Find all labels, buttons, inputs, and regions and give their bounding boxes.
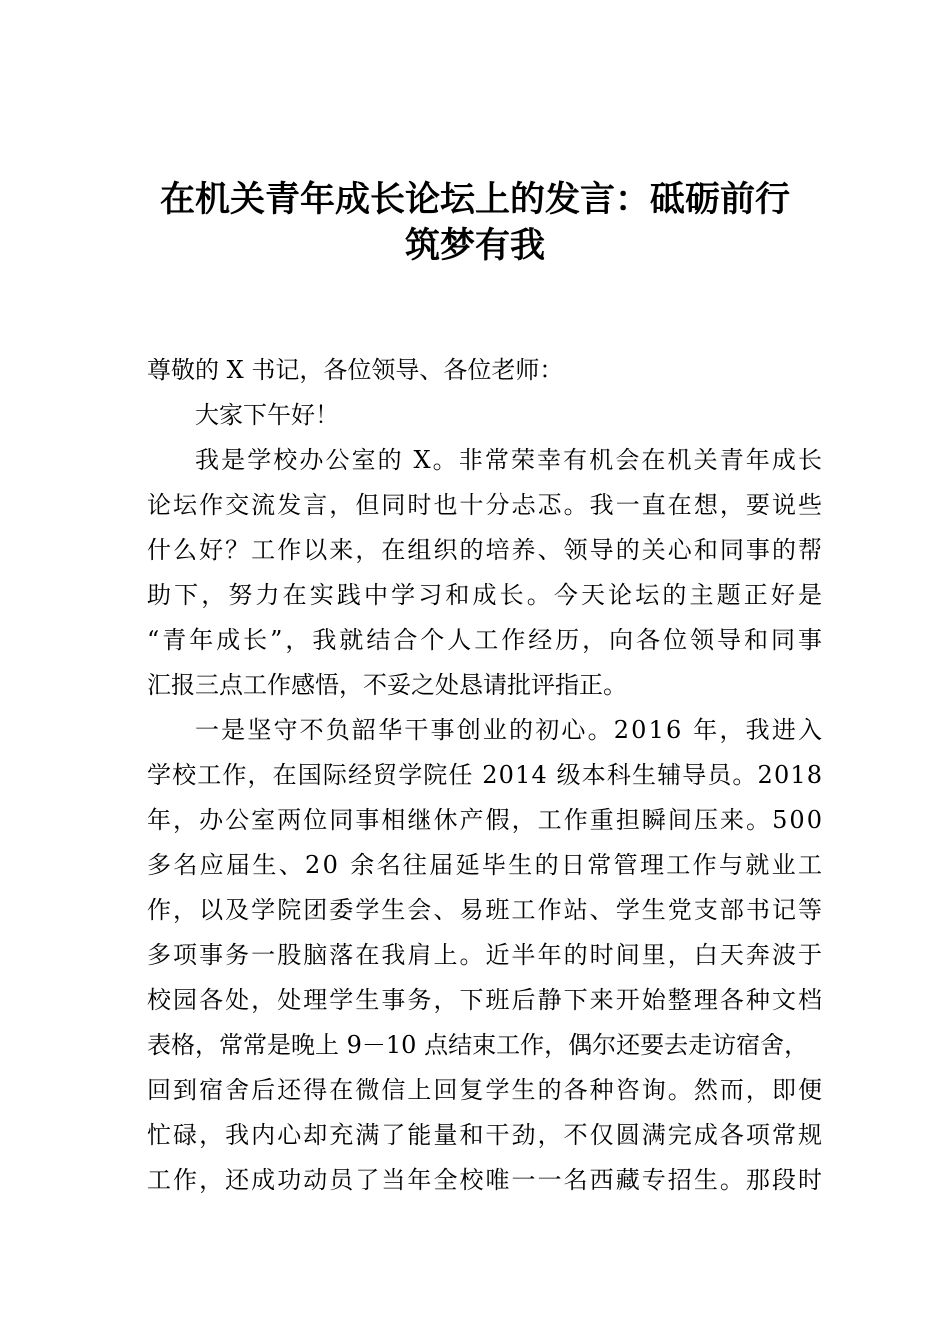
paragraph-line: 表格，常常是晚上 9－10 点结束工作，偶尔还要去走访宿舍， [147, 1031, 809, 1059]
paragraph-line: 汇报三点工作感悟，不妥之处恳请批评指正。 [147, 671, 627, 699]
paragraph-line: 年，办公室两位同事相继休产假，工作重担瞬间压来。500 [147, 806, 825, 834]
paragraph-line: 回到宿舍后还得在微信上回复学生的各种咨询。然而，即便 [147, 1076, 825, 1104]
paragraph-line: 校园各处，处理学生事务，下班后静下来开始整理各种文档 [147, 986, 825, 1014]
paragraph-line: 我是学校办公室的 X。非常荣幸有机会在机关青年成长 [195, 446, 825, 474]
greeting: 大家下午好！ [195, 401, 339, 429]
paragraph-line: 论坛作交流发言，但同时也十分忐忑。我一直在想，要说些 [147, 491, 825, 519]
document-title-line-1: 在机关青年成长论坛上的发言：砥砺前行 [159, 179, 790, 220]
paragraph-line: 什么好？工作以来，在组织的培养、领导的关心和同事的帮 [147, 536, 825, 564]
paragraph-line: “青年成长”，我就结合个人工作经历，向各位领导和同事 [147, 626, 825, 654]
paragraph-line: 助下，努力在实践中学习和成长。今天论坛的主题正好是 [147, 581, 826, 609]
paragraph-line: 学校工作，在国际经贸学院任 2014 级本科生辅导员。2018 [147, 761, 824, 789]
paragraph-line: 一是坚守不负韶华干事创业的初心。2016 年，我进入 [195, 716, 825, 744]
paragraph-line: 忙碌，我内心却充满了能量和干劲，不仅圆满完成各项常规 [147, 1121, 825, 1149]
paragraph-line: 多项事务一股脑落在我肩上。近半年的时间里，白天奔波于 [147, 941, 825, 969]
document-title-line-2: 筑梦有我 [404, 225, 545, 266]
paragraph-line: 作，以及学院团委学生会、易班工作站、学生党支部书记等 [147, 896, 825, 924]
salutation: 尊敬的 X 书记，各位领导、各位老师： [147, 356, 564, 384]
paragraph-line: 工作，还成功动员了当年全校唯一一名西藏专招生。那段时 [147, 1166, 825, 1194]
paragraph-line: 多名应届生、20 余名往届延毕生的日常管理工作与就业工 [147, 851, 825, 879]
